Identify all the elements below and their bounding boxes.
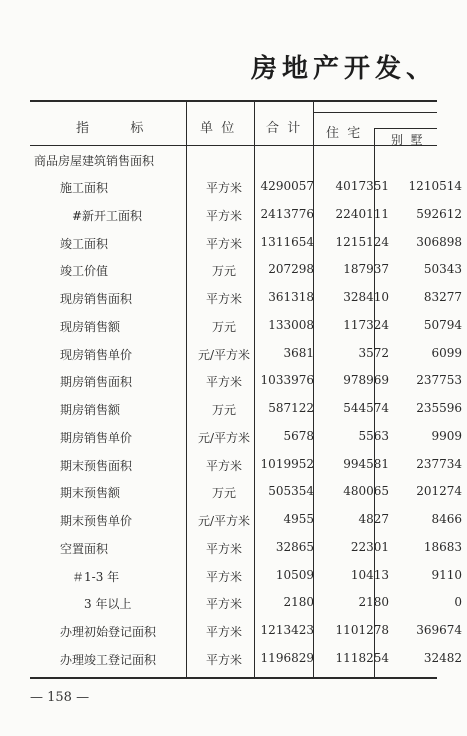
- row-total: 361318: [268, 290, 314, 304]
- row-indicator: 施工面积: [60, 181, 109, 195]
- row-unit: 平方米: [205, 597, 242, 612]
- row-villa: 237734: [416, 456, 462, 471]
- row-residential: 3572: [358, 345, 389, 360]
- row-unit: 元/平方米: [197, 347, 251, 362]
- table-row: [0, 457, 467, 484]
- row-unit: 平方米: [205, 236, 242, 251]
- row-residential: 187937: [343, 262, 389, 277]
- row-unit: 平方米: [205, 625, 242, 639]
- table-row: [0, 429, 467, 456]
- row-unit: 平方米: [205, 181, 242, 195]
- row-total: 1196829: [260, 650, 314, 665]
- table-row: [0, 262, 467, 289]
- header-bottom-rule: [30, 145, 437, 146]
- table-row: [0, 346, 467, 373]
- row-villa: 50794: [423, 317, 462, 332]
- row-unit: 万元: [211, 319, 236, 334]
- header-residential: 住 宅: [326, 126, 361, 141]
- row-indicator: 空置面积: [60, 541, 109, 556]
- section-title-label: 商品房屋建筑销售面积: [34, 154, 155, 168]
- row-indicator: 期房销售面积: [60, 375, 133, 390]
- row-unit: 万元: [211, 486, 236, 501]
- row-indicator: 竣工面积: [60, 236, 109, 251]
- row-residential: 5563: [358, 428, 389, 443]
- table-top-rule: [30, 100, 437, 102]
- row-total: 4290057: [260, 179, 314, 193]
- row-residential: 1215124: [335, 234, 389, 249]
- row-villa: 83277: [423, 290, 462, 304]
- row-villa: 201274: [416, 484, 462, 499]
- row-unit: 平方米: [205, 292, 242, 306]
- table-row: [0, 179, 467, 206]
- row-total: 587122: [268, 401, 314, 415]
- residential-split-rule: [313, 112, 437, 113]
- row-indicator: 办理初始登记面积: [60, 625, 157, 639]
- row-unit: 平方米: [205, 375, 242, 390]
- table-row: [0, 623, 467, 650]
- row-villa: 18683: [423, 539, 462, 554]
- row-total: 10509: [275, 567, 314, 582]
- table-row: [0, 484, 467, 511]
- row-residential: 328410: [343, 290, 389, 304]
- row-total: 1311654: [260, 234, 314, 249]
- table-row: [0, 290, 467, 317]
- row-villa: 9110: [431, 567, 462, 582]
- header-total: 合 计: [266, 121, 301, 136]
- row-villa: 6099: [431, 345, 462, 360]
- row-total: 3681: [283, 345, 314, 360]
- header-indicator: 指 标: [76, 121, 144, 136]
- row-indicator: 现房销售单价: [60, 347, 133, 362]
- row-villa: 369674: [416, 623, 462, 637]
- row-residential: 1101278: [335, 623, 389, 637]
- row-total: 32865: [275, 539, 314, 554]
- row-villa: 32482: [423, 650, 462, 665]
- table-row: [0, 401, 467, 428]
- row-villa: 237753: [416, 373, 462, 388]
- row-residential: 544574: [343, 401, 389, 415]
- page-number: — 158 —: [30, 690, 90, 705]
- table-row: [0, 207, 467, 234]
- row-indicator: 竣工价值: [60, 264, 109, 279]
- row-indicator: 现房销售面积: [60, 292, 133, 306]
- row-unit: 平方米: [205, 458, 242, 473]
- header-unit: 单 位: [200, 121, 235, 136]
- row-indicator: 期末预售单价: [60, 514, 133, 528]
- row-villa: 592612: [416, 206, 462, 221]
- row-villa: 9909: [431, 428, 462, 443]
- villa-split-rule: [374, 128, 437, 129]
- table-row: [0, 318, 467, 345]
- row-villa: 50343: [423, 262, 462, 277]
- row-total: 1213423: [260, 623, 314, 637]
- row-total: 207298: [268, 262, 314, 277]
- row-unit: 元/平方米: [197, 430, 251, 445]
- table-row: [0, 235, 467, 262]
- row-villa: 1210514: [408, 179, 462, 193]
- row-residential: 2180: [358, 595, 389, 610]
- row-unit: 平方米: [205, 208, 242, 223]
- row-villa: 235596: [416, 401, 462, 415]
- row-total: 2180: [283, 595, 314, 610]
- row-total: 4955: [283, 512, 314, 526]
- row-residential: 1118254: [335, 650, 389, 665]
- row-residential: 22301: [350, 539, 389, 554]
- row-unit: 元/平方米: [197, 514, 251, 528]
- row-residential: 2240111: [335, 206, 389, 221]
- row-unit: 平方米: [205, 569, 242, 584]
- row-villa: 0: [454, 595, 462, 610]
- row-indicator: 期末预售面积: [60, 458, 133, 473]
- row-unit: 万元: [211, 264, 236, 279]
- row-residential: 480065: [343, 484, 389, 499]
- row-indicator: 3 年以上: [84, 597, 132, 612]
- header-villa: 别 墅: [391, 133, 423, 147]
- row-villa: 306898: [416, 234, 462, 249]
- row-total: 1019952: [260, 456, 314, 471]
- row-residential: 4827: [358, 512, 389, 526]
- table-row: [0, 568, 467, 595]
- row-villa: 8466: [431, 512, 462, 526]
- row-total: 2413776: [260, 206, 314, 221]
- row-indicator: #新开工面积: [72, 208, 143, 223]
- table-row: [0, 595, 467, 622]
- row-total: 1033976: [260, 373, 314, 388]
- row-residential: 978969: [343, 373, 389, 388]
- row-residential: 10413: [350, 567, 389, 582]
- row-residential: 4017351: [335, 179, 389, 193]
- row-unit: 平方米: [205, 652, 242, 667]
- row-indicator: 办理竣工登记面积: [60, 652, 157, 667]
- table-row: [0, 651, 467, 678]
- row-total: 133008: [268, 317, 314, 332]
- row-residential: 994581: [343, 456, 389, 471]
- row-residential: 117324: [343, 317, 389, 332]
- section-title: [0, 152, 467, 179]
- row-total: 505354: [268, 484, 314, 499]
- table-row: [0, 373, 467, 400]
- row-total: 5678: [283, 428, 314, 443]
- row-indicator: 期房销售额: [60, 403, 121, 417]
- table-row: [0, 540, 467, 567]
- row-indicator: ＃1-3 年: [72, 569, 120, 584]
- row-unit: 平方米: [205, 541, 242, 556]
- row-indicator: 现房销售额: [60, 319, 121, 334]
- table-row: [0, 512, 467, 539]
- page-title: 房地产开发、: [250, 54, 437, 84]
- row-indicator: 期房销售单价: [60, 430, 133, 445]
- row-unit: 万元: [211, 403, 236, 417]
- row-indicator: 期末预售额: [60, 486, 121, 501]
